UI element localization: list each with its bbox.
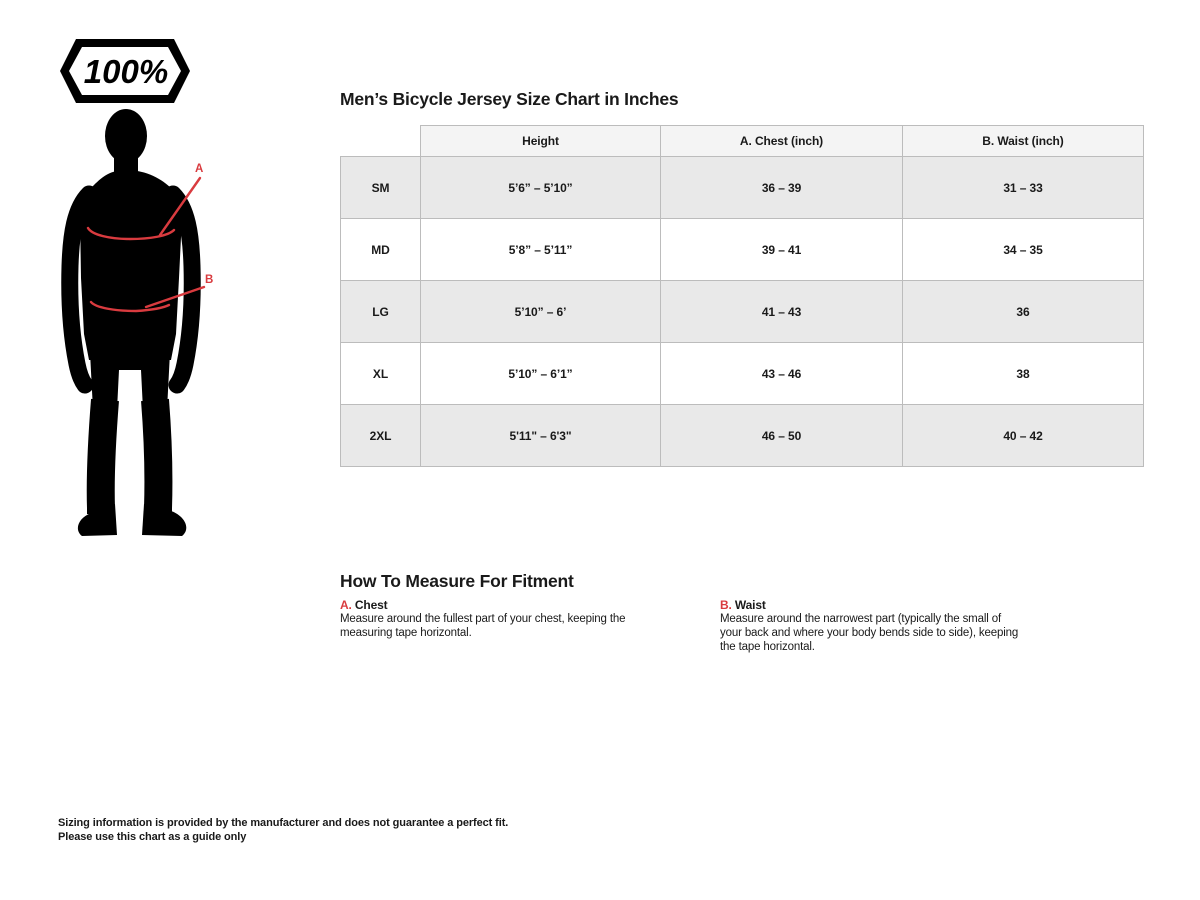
waist-cell: 36 <box>903 281 1144 343</box>
table-header-height: Height <box>421 126 661 157</box>
size-cell: XL <box>341 343 421 405</box>
table-row-2xl <box>341 405 1144 467</box>
measure-item-waist-name: Waist <box>734 598 766 612</box>
measure-item-chest-key: A. <box>340 598 352 612</box>
waist-cell: 40 – 42 <box>903 405 1144 467</box>
waist-cell: 38 <box>903 343 1144 405</box>
how-to-measure-heading: How To Measure For Fitment <box>340 571 574 591</box>
brand-logo-text: 100% <box>83 53 169 90</box>
figure-label-b: B <box>205 274 214 286</box>
measurement-figure <box>58 108 220 553</box>
measure-item-chest <box>340 598 640 640</box>
size-cell: 2XL <box>341 405 421 467</box>
size-cell: LG <box>341 281 421 343</box>
brand-logo <box>60 38 190 109</box>
table-header-chest: A. Chest (inch) <box>661 126 903 157</box>
measure-item-waist-key: B. <box>720 598 732 612</box>
waist-cell: 34 – 35 <box>903 219 1144 281</box>
footer-disclaimer <box>58 817 508 844</box>
table-header-corner <box>341 126 421 157</box>
height-cell: 5’10” – 6’ <box>421 281 661 343</box>
waist-cell: 31 – 33 <box>903 157 1144 219</box>
height-cell: 5’6” – 5’10” <box>421 157 661 219</box>
table-header-waist: B. Waist (inch) <box>903 126 1144 157</box>
footer-disclaimer-line1: Sizing information is provided by the manufacturer and does not guarantee a perfect fit. <box>58 817 509 829</box>
table-row-lg <box>341 281 1144 343</box>
chest-cell: 41 – 43 <box>661 281 903 343</box>
measure-item-waist-description: Measure around the narrowest part (typically the small of your back and where your body bends side to side), keeping the tape horizontal. <box>720 613 1019 653</box>
table-row-md <box>341 219 1144 281</box>
chest-cell: 46 – 50 <box>661 405 903 467</box>
chest-cell: 39 – 41 <box>661 219 903 281</box>
male-silhouette-icon <box>58 108 220 548</box>
table-row-sm <box>341 157 1144 219</box>
figure-label-a: A <box>195 163 204 175</box>
table-header-row <box>341 126 1144 157</box>
height-cell: 5'11" – 6'3" <box>421 405 661 467</box>
measure-item-chest-name: Chest <box>354 598 388 612</box>
brand-logo-badge-icon <box>60 38 190 104</box>
chest-cell: 36 – 39 <box>661 157 903 219</box>
size-cell: SM <box>341 157 421 219</box>
measure-item-chest-label <box>340 598 640 612</box>
page-title: Men’s Bicycle Jersey Size Chart in Inches <box>340 89 679 109</box>
height-cell: 5’10” – 6’1” <box>421 343 661 405</box>
measure-item-waist-label <box>720 598 1022 612</box>
measure-item-chest-description: Measure around the fullest part of your chest, keeping the measuring tape horizontal. <box>340 613 626 639</box>
table-row-xl <box>341 343 1144 405</box>
footer-disclaimer-line2: Please use this chart as a guide only <box>58 830 247 843</box>
chest-cell: 43 – 46 <box>661 343 903 405</box>
size-cell: MD <box>341 219 421 281</box>
height-cell: 5’8” – 5’11” <box>421 219 661 281</box>
measure-item-waist <box>720 598 1022 654</box>
size-table <box>340 125 1144 467</box>
